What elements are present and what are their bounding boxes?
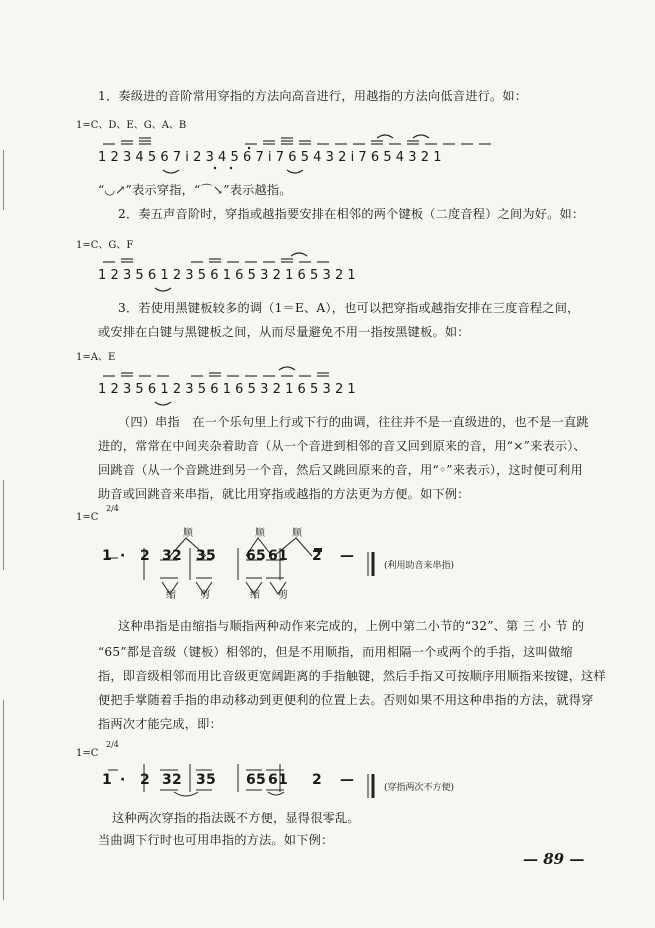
ex1-bottom-label-1: 缩 — [166, 590, 176, 601]
ex1-dash: — — [340, 548, 354, 564]
ex2-note-8: 5 — [256, 772, 266, 788]
ex1-note-4: 2 — [172, 548, 182, 564]
ex2-note-11: 2 — [312, 772, 322, 788]
paragraph-4-line-3: 回跳音（从一个音跳进到另一个音，然后又跳回原来的音，用“◦”来表示），这时便可利用 — [98, 463, 583, 477]
paragraph-4-line-2: 进的，常常在中间夹杂着助音（从一个音进到相邻的音又回到原来的音，用“×”来表示）、 — [98, 439, 586, 453]
scan-edge-mark — [3, 480, 4, 570]
ex2-dash: — — [340, 772, 354, 788]
ex1-remark: (利用助音来串指) — [384, 561, 455, 571]
paragraph-6-line-1: 这种两次穿指的指法既不方便，显得很零乱。 — [112, 811, 360, 825]
example-1-marks — [100, 524, 350, 604]
paragraph-5-line-4: 便把手掌随着手指的串动移动到更便利的位置上去。否则如果不用这种串指的方法，就得穿 — [98, 693, 594, 707]
ex2-note-2: 2 — [140, 772, 150, 788]
key-signature-4: 1=C — [76, 512, 99, 523]
ex1-note-3: 3 — [162, 548, 172, 564]
ex2-note-6: 5 — [206, 772, 216, 788]
paragraph-3-line-2: 或安排在白键与黑键板之间，从而尽量避免不用一指按黑键板。如： — [98, 325, 470, 339]
ex1-bottom-label-3: 缩 — [250, 590, 260, 601]
ex1-bottom-label-2: 剪 — [200, 590, 210, 601]
ex1-note-1: 1 — [102, 548, 112, 564]
paragraph-6-line-2: 当曲调下行时也可用串指的方法。如下例： — [98, 833, 334, 847]
ex1-top-label-2: 顺 — [255, 528, 265, 539]
ex1-note-5: 3 — [196, 548, 206, 564]
paragraph-2: 2．奏五声音阶时，穿指或越指要安排在相邻的两个键板（二度音程）之间为好。如： — [118, 207, 585, 221]
scan-edge-mark — [3, 150, 4, 210]
ex2-note-4: 2 — [172, 772, 182, 788]
key-signature-5: 1=C — [76, 748, 99, 759]
paragraph-1: 1．奏级进的音阶常用穿指的方法向高音进行，用越指的方法向低音进行。如： — [98, 89, 528, 103]
ex1-bottom-label-4: 剪 — [278, 590, 288, 601]
paragraph-5-line-2: “65”都是音级（键板）相邻的，但是不用顺指，而用相隔一个或两个的手指，这叫做缩 — [98, 645, 573, 659]
time-signature-1: 2/4 — [106, 504, 119, 513]
ex1-note-9: 6 — [268, 548, 278, 564]
fingering-legend: “◡↗”表示穿指，“⌒↘”表示越指。 — [98, 183, 292, 197]
ex2-note-5: 3 — [196, 772, 206, 788]
paragraph-5-line-1: 这种串指是由缩指与顺指两种动作来完成的，上例中第二小节的“32”、第 三 小 节 的 — [118, 619, 585, 633]
paragraph-3-line-1: 3．若使用黑键板较多的调（1＝E、A），也可以把穿指或越指安排在三度音程之间， — [118, 301, 580, 315]
ex1-note-7: 6 — [246, 548, 256, 564]
scale-example-2: 123561235616532165321 — [98, 268, 360, 283]
scale-example-3: 123561235616532165321 — [98, 382, 360, 397]
ex1-note-11: 2 — [312, 548, 322, 564]
ex1-note-6: 5 — [206, 548, 216, 564]
ex2-note-3: 3 — [162, 772, 172, 788]
key-signature-2: 1=C、G、F — [76, 240, 134, 251]
key-signature-1: 1=C、D、E、G、A、B — [76, 120, 187, 131]
scan-edge-mark — [3, 700, 4, 900]
key-signature-3: 1=A、E — [76, 352, 116, 363]
ex1-top-label-1: 顺 — [183, 528, 193, 539]
ex2-dot: · — [120, 772, 126, 788]
ex2-note-10: 1 — [278, 772, 288, 788]
ex1-final-barline — [366, 550, 378, 578]
ex2-remark: (穿指两次不方便) — [384, 783, 455, 793]
scale-example-1: 1234567i234567i765432i7654321 — [98, 150, 446, 165]
ex2-note-1: 1 — [102, 772, 112, 788]
paragraph-5-line-5: 指两次才能完成，即： — [98, 717, 222, 731]
paragraph-4-line-4: 助音或回跳音来串指，就比用穿指或越指的方法更为方便。如下例： — [98, 487, 470, 501]
page-number: — 89 — — [523, 850, 585, 868]
ex1-note-8: 5 — [256, 548, 266, 564]
ex2-note-9: 6 — [268, 772, 278, 788]
ex1-top-label-3: 顺 — [292, 528, 302, 539]
ex1-note-10: 1 — [278, 548, 288, 564]
ex1-note-2: 2 — [140, 548, 150, 564]
paragraph-4-line-1: （四）串指 在一个乐句里上行或下行的曲调，往往并不是一直级进的，也不是一直跳 — [118, 415, 589, 429]
ex1-dot: · — [120, 548, 126, 564]
time-signature-2: 2/4 — [106, 740, 119, 749]
ex2-final-barline — [366, 772, 378, 800]
ex2-note-7: 6 — [246, 772, 256, 788]
paragraph-5-line-3: 指，即音级相邻而用比音级更宽阔距离的手指触键，然后手指又可按顺序用顺指来按键，这样 — [98, 669, 606, 683]
